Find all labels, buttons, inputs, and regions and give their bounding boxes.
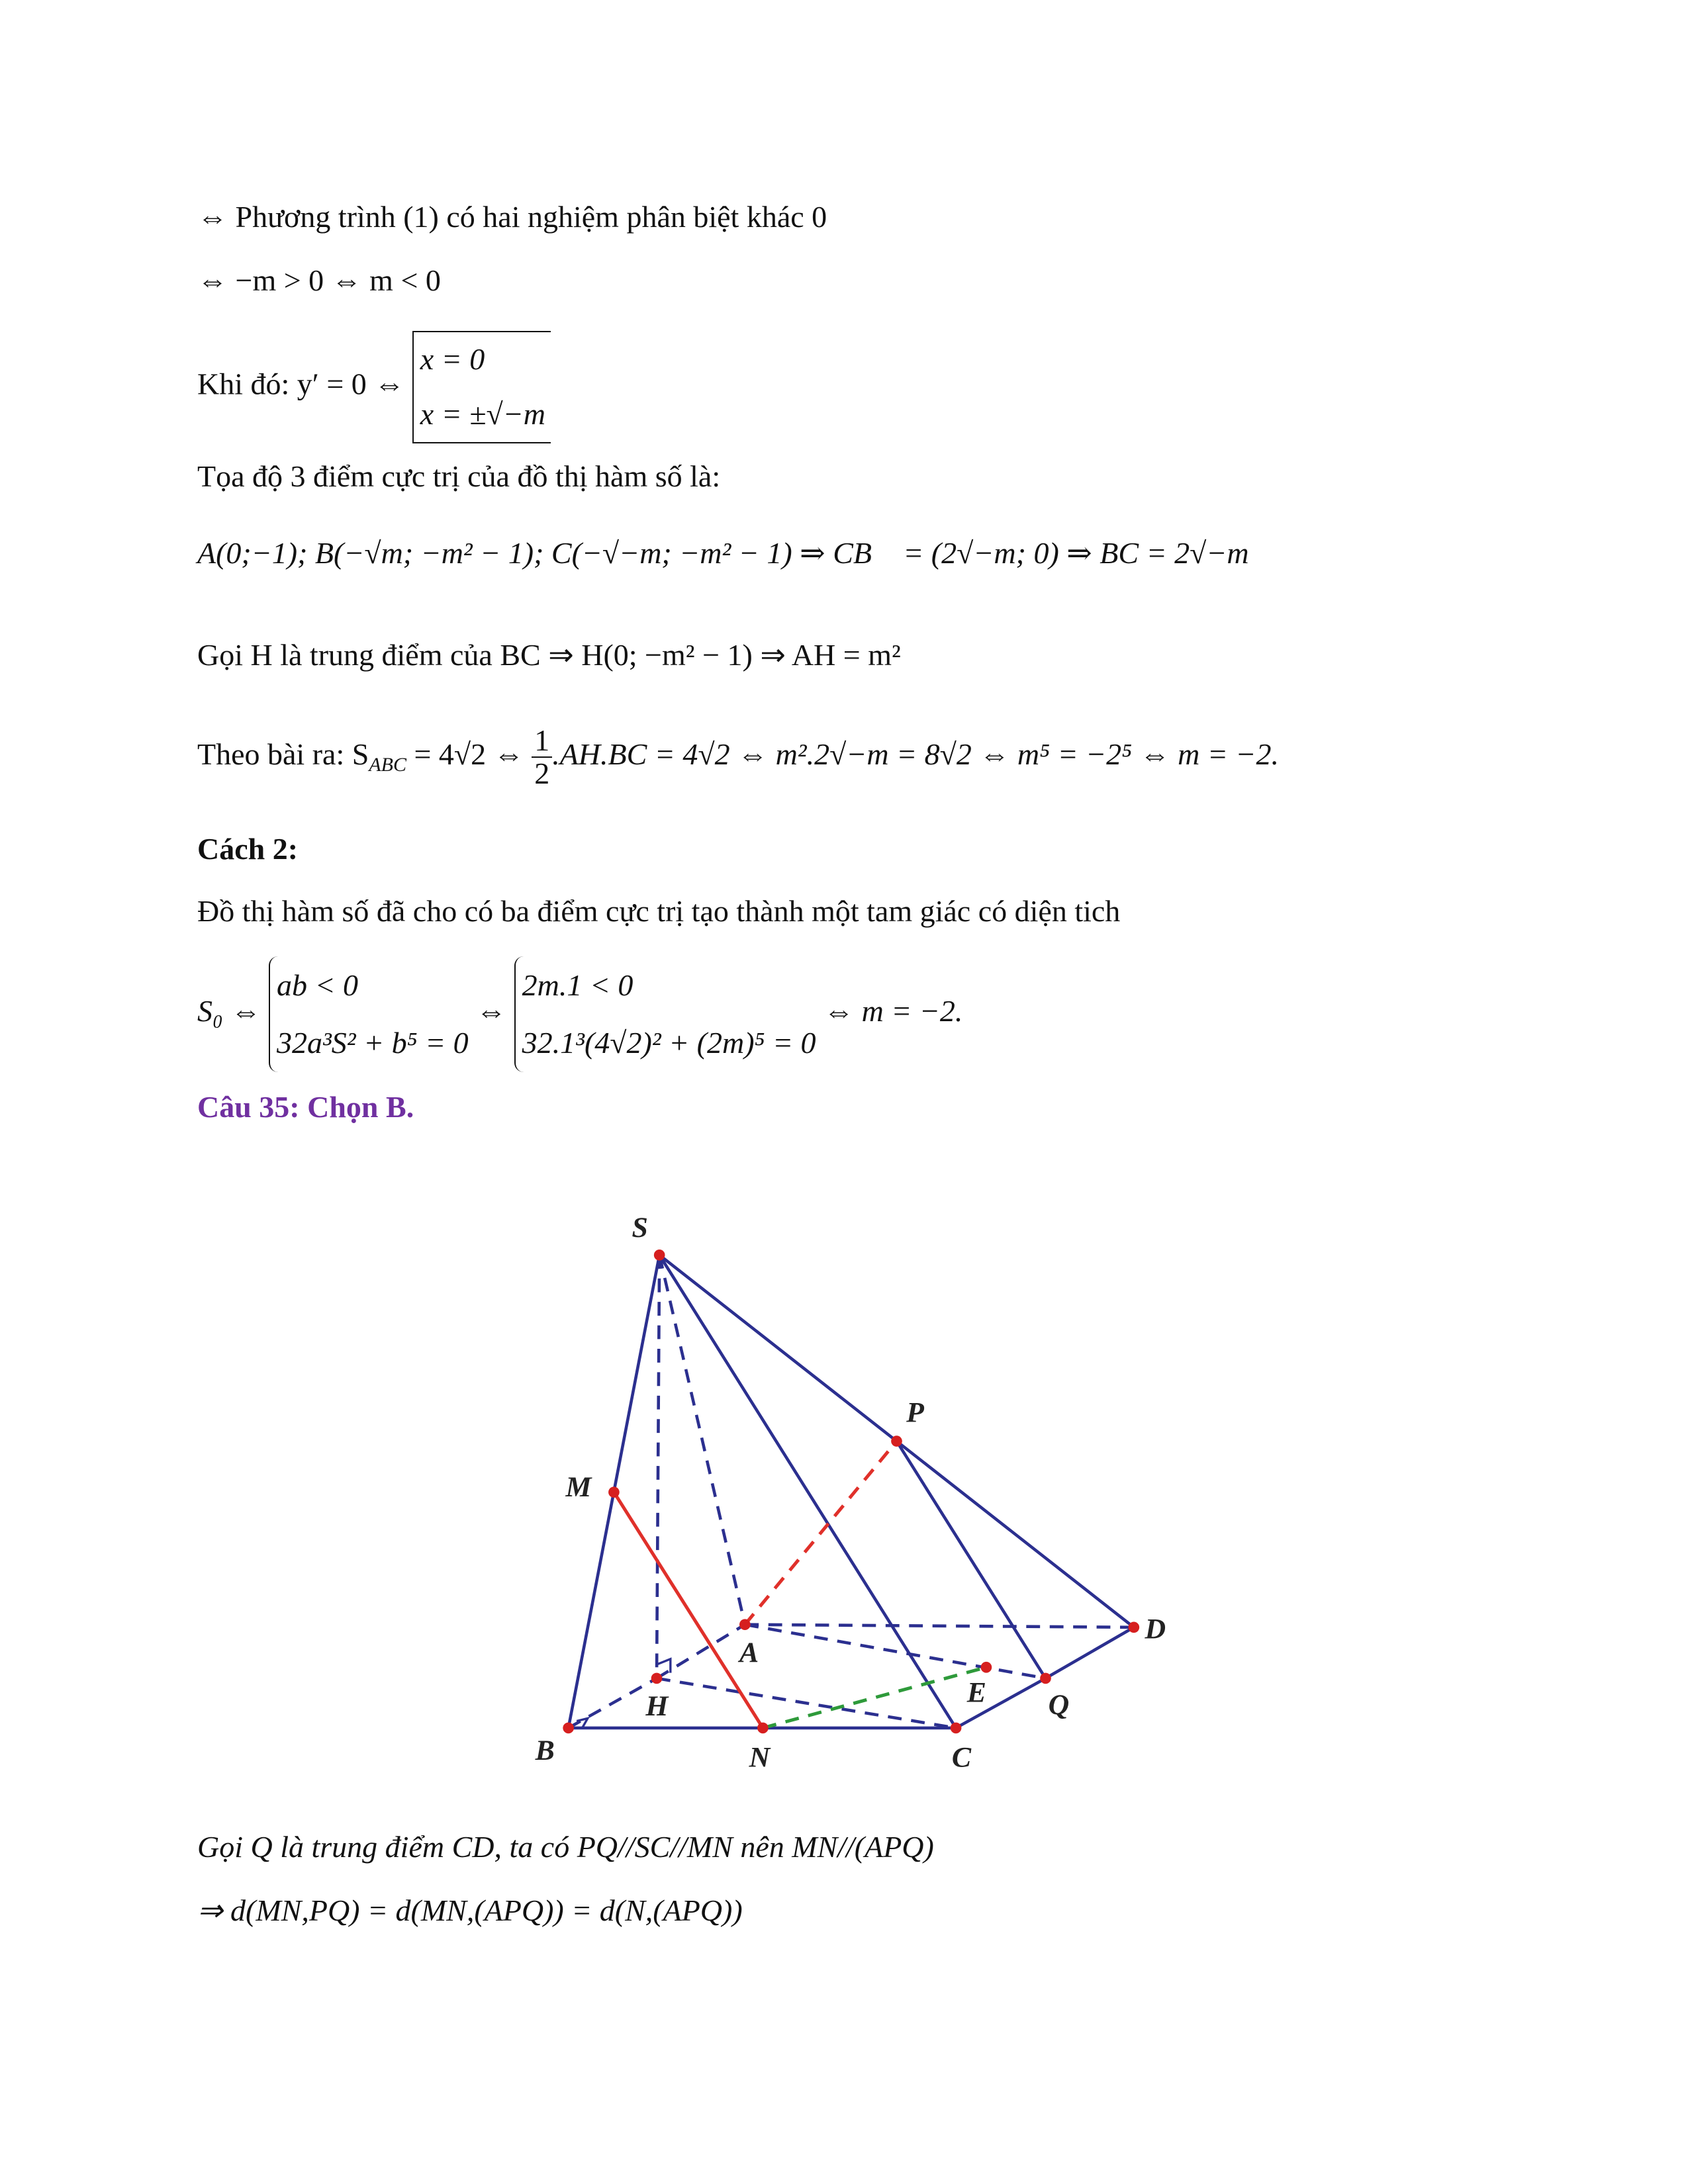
line-area-equation — [197, 725, 1279, 790]
label-n: N — [749, 1741, 771, 1774]
label-m: M — [565, 1471, 592, 1503]
point-p — [891, 1435, 902, 1447]
edge-sh — [657, 1255, 659, 1678]
point-d — [1129, 1622, 1140, 1633]
case-bracket — [412, 331, 551, 443]
line-extrema-coordinates-heading: Tọa độ 3 điểm cực trị của đồ thị hàm số là: — [197, 459, 721, 493]
label-a: A — [739, 1636, 759, 1668]
edge-qd — [1046, 1627, 1134, 1678]
line-system-equivalence — [197, 956, 962, 1072]
system-2-row-1: 2m.1 < 0 — [522, 968, 633, 1002]
label-p: P — [906, 1396, 924, 1429]
system-1-row-2: 32a³S² + b⁵ = 0 — [277, 1026, 469, 1060]
derivative-prefix: Khi đó: y′ = 0 ⇔ — [197, 367, 405, 401]
point-c — [951, 1723, 962, 1734]
edge-pq — [897, 1441, 1046, 1678]
fraction-numerator: 1 — [532, 725, 552, 758]
fraction-denominator: 2 — [534, 756, 550, 791]
edge-hc — [657, 1678, 956, 1728]
point-h — [651, 1673, 663, 1684]
s0-prefix: S₀ ⇔ — [197, 993, 261, 1028]
system-result: ⇔ m = −2. — [823, 993, 963, 1028]
line-extrema-points: A(0;−1); B(−√m; −m² − 1); C(−√−m; −m² − 1) ⇒ CB⃗ = (2√−m; 0) ⇒ BC = 2√−m — [197, 536, 1249, 570]
area-part-b: .AH.BC = 4√2 ⇔ m².2√−m = 8√2 ⇔ m⁵ = −2⁵ ⇔ m = −2. — [552, 737, 1279, 771]
area-subscript: ABC — [369, 754, 406, 776]
line-graph-area-statement: Đồ thị hàm số đã cho có ba điểm cực trị tạo thành một tam giác có diện tich — [197, 894, 1121, 928]
line-equivalence-distinct-roots: ⇔ Phương trình (1) có hai nghiệm phân biệt khác 0 — [197, 200, 827, 234]
area-part-a: = 4√2 ⇔ — [406, 737, 532, 771]
pyramid-figure — [524, 1200, 1186, 1779]
label-c: C — [951, 1741, 972, 1774]
line-derivative-zero — [197, 331, 551, 443]
line-m-negative: ⇔ −m > 0 ⇔ m < 0 — [197, 263, 441, 297]
point-b — [563, 1723, 574, 1734]
label-b: B — [535, 1734, 555, 1766]
system-1 — [269, 956, 469, 1072]
point-q — [1040, 1673, 1051, 1684]
case-1: x = 0 — [420, 342, 485, 376]
question-35-answer: Câu 35: Chọn B. — [197, 1090, 414, 1124]
label-s: S — [632, 1212, 648, 1244]
point-n — [757, 1723, 769, 1734]
label-e: E — [966, 1676, 986, 1709]
right-angle-h — [657, 1659, 671, 1673]
point-e — [981, 1662, 992, 1673]
point-m — [608, 1486, 620, 1498]
system-equivalence-arrow: ⇔ — [476, 993, 507, 1028]
point-s — [654, 1250, 665, 1261]
system-1-row-1: ab < 0 — [277, 968, 359, 1002]
edge-sc — [659, 1255, 956, 1728]
edge-ad — [745, 1625, 1133, 1627]
system-2-row-2: 32.1³(4√2)² + (2m)⁵ = 0 — [522, 1026, 816, 1060]
point-a — [739, 1619, 751, 1630]
line-midpoint-h: Gọi H là trung điểm của BC ⇒ H(0; −m² − 1) ⇒ AH = m² — [197, 638, 901, 672]
label-h: H — [645, 1690, 669, 1723]
segment-ne — [763, 1667, 986, 1728]
area-prefix: Theo bài ra: S — [197, 737, 369, 771]
line-distance-equivalence: ⇒ d(MN,PQ) = d(MN,(APQ)) = d(N,(APQ)) — [197, 1893, 743, 1927]
section-heading-cach-2: Cách 2: — [197, 832, 299, 866]
case-2: x = ±√−m — [420, 396, 546, 431]
system-2 — [514, 956, 816, 1072]
fraction-half — [532, 725, 552, 790]
label-d: D — [1145, 1613, 1166, 1645]
line-midpoint-q-parallel: Gọi Q là trung điểm CD, ta có PQ//SC//MN nên MN//(APQ) — [197, 1830, 934, 1864]
label-q: Q — [1048, 1689, 1070, 1721]
